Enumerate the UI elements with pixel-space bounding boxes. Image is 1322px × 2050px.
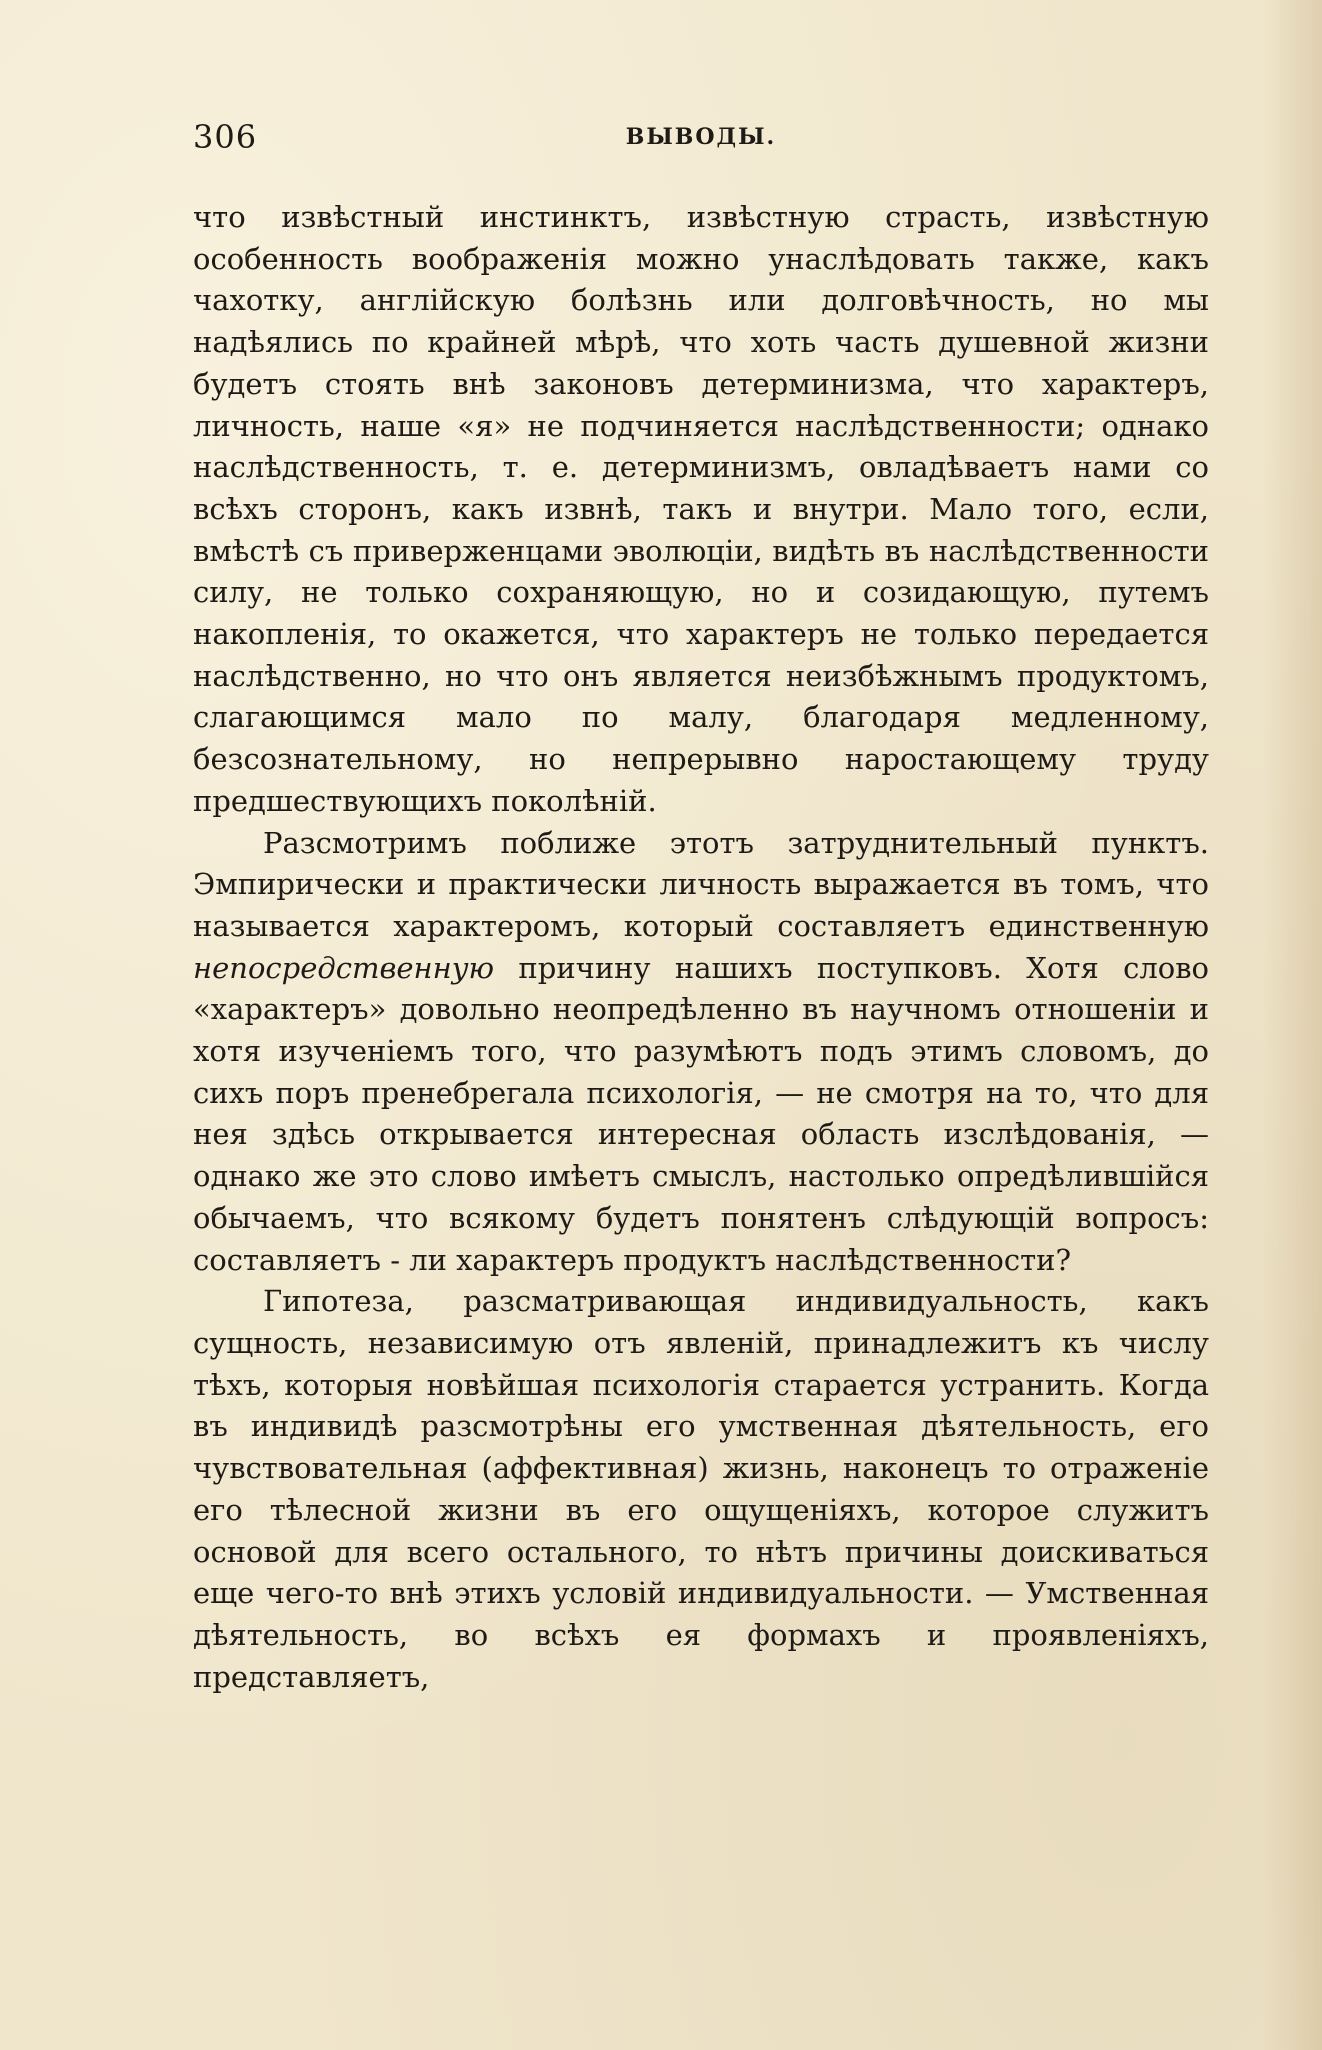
body-text: [193, 197, 1209, 1698]
italic-emphasis: непосредственную: [193, 950, 495, 985]
page-number: 306: [193, 118, 258, 156]
paragraph-continuation: что извѣстный инстинктъ, извѣстную страсть, извѣстную особенность воображенія можно унаслѣдовать также, какъ чахотку, англійскую болѣзнь или долговѣчность, но мы надѣялись по крайней мѣрѣ, что хоть часть душевной жизни будетъ стоять внѣ законовъ детерминизма, что характеръ, личность, наше «я» не подчиняется наслѣдственности; однако наслѣдственность, т. е. детерминизмъ, овладѣваетъ нами со всѣхъ сторонъ, какъ извнѣ, такъ и внутри. Мало того, если, вмѣстѣ съ приверженцами эволюціи, видѣть въ наслѣдственности силу, не только сохраняющую, но и созидающую, путемъ накопленія, то окажется, что характеръ не только передается наслѣдственно, но что онъ является неизбѣжнымъ продуктомъ, слагающимся мало по малу, благодаря медленному, безсознательному, но непрерывно наростающему труду предшествующихъ поколѣній.: [193, 200, 1209, 818]
paragraph-character: [193, 823, 1209, 1282]
paragraph-hypothesis: Гипотеза, разсматривающая индивидуальность, какъ сущность, независимую отъ явленій, принадлежитъ къ числу тѣхъ, которыя новѣйшая психологія старается устранить. Когда въ индивидѣ разсмотрѣны его умственная дѣятельность, его чувствовательная (аффективная) жизнь, наконецъ то отраженіе его тѣлесной жизни въ его ощущеніяхъ, которое служитъ основой для всего остального, то нѣтъ причины доискиваться еще чего-то внѣ этихъ условій индивидуальности. — Умственная дѣятельность, во всѣхъ ея формахъ и проявленіяхъ, представляетъ,: [193, 1284, 1209, 1694]
page-header: [193, 118, 1209, 168]
paragraph-text: Разсмотримъ поближе этотъ затруднительный пунктъ. Эмпирически и практически личность выражается въ томъ, что называется характеромъ, который составляетъ единственную: [193, 825, 1209, 943]
running-title: ВЫВОДЫ.: [625, 124, 777, 150]
paragraph-text: причину нашихъ поступковъ. Хотя слово «характеръ» довольно неопредѣленно въ научномъ отношеніи и хотя изученіемъ того, что разумѣютъ подъ этимъ словомъ, до сихъ поръ пренебрегала психологія, — не смотря на то, что для нея здѣсь открывается интересная область изслѣдованія, — однако же это слово имѣетъ смыслъ, настолько опредѣлившійся обычаемъ, что всякому будетъ понятенъ слѣдующій вопросъ: составляетъ - ли характеръ продуктъ наслѣдственности?: [193, 950, 1209, 1277]
